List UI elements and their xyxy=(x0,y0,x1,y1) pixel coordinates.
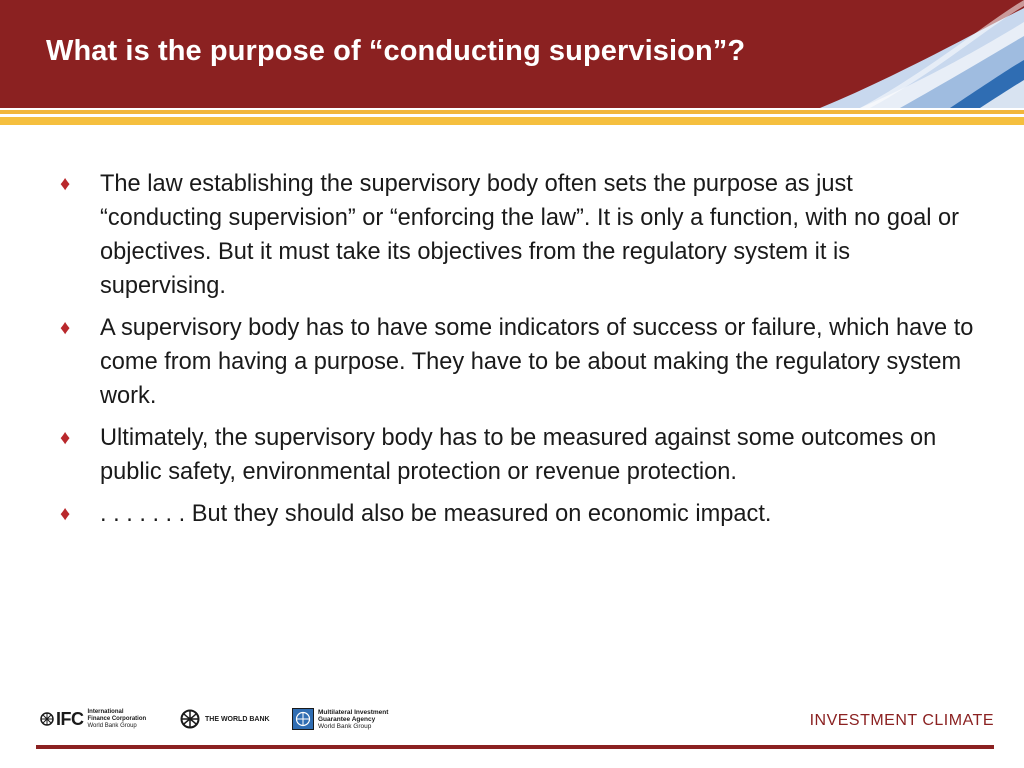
footer-divider xyxy=(36,745,994,749)
bullet-item xyxy=(60,167,980,303)
bullet-item xyxy=(60,421,980,489)
ifc-wordmark: IFC xyxy=(56,708,84,729)
world-bank-logo xyxy=(180,706,270,732)
ifc-name-line: Finance Corporation xyxy=(87,715,147,722)
world-bank-name: THE WORLD BANK xyxy=(205,715,270,723)
diamond-bullet-icon: ♦ xyxy=(60,503,71,525)
bullet-text: The law establishing the supervisory body often sets the purpose as just “conducting supervision” or “enforcing the law”. It is only a function, with no goal or objectives. But it must take its objectives from the regulatory system it is supervising. xyxy=(100,171,959,299)
bullet-list xyxy=(60,167,980,539)
miga-emblem-icon xyxy=(292,708,314,730)
gold-separator-line-thin xyxy=(0,110,1024,114)
bullet-text: . . . . . . . But they should also be measured on economic impact. xyxy=(100,501,772,527)
bullet-item xyxy=(60,497,980,531)
title-bar xyxy=(0,0,1024,108)
ifc-name xyxy=(88,709,147,730)
diamond-bullet-icon: ♦ xyxy=(60,427,71,449)
ifc-name-line: World Bank Group xyxy=(87,722,137,729)
miga-logo xyxy=(292,706,388,732)
miga-name-line: World Bank Group xyxy=(318,722,372,730)
gold-separator-line-thick xyxy=(0,117,1024,125)
diamond-bullet-icon: ♦ xyxy=(60,317,71,339)
diamond-bullet-icon: ♦ xyxy=(60,173,71,195)
ifc-name-line: International xyxy=(87,708,124,715)
bullet-text: A supervisory body has to have some indicators of success or failure, which have to come from having a purpose. They have to be about making the regulatory system work. xyxy=(100,315,974,409)
slide-title: What is the purpose of “conducting supervision”? xyxy=(46,35,746,67)
bullet-item xyxy=(60,311,980,413)
ifc-logo xyxy=(40,706,146,732)
globe-icon xyxy=(40,712,54,726)
investment-climate-tagline: INVESTMENT CLIMATE xyxy=(809,712,994,729)
miga-name xyxy=(318,709,388,730)
world-bank-globe-icon xyxy=(180,709,200,729)
bullet-text: Ultimately, the supervisory body has to be measured against some outcomes on public safety, environmental protection or revenue protection. xyxy=(100,425,937,485)
miga-name-line: Guarantee Agency xyxy=(318,715,376,723)
miga-name-line: Multilateral Investment xyxy=(318,708,389,716)
